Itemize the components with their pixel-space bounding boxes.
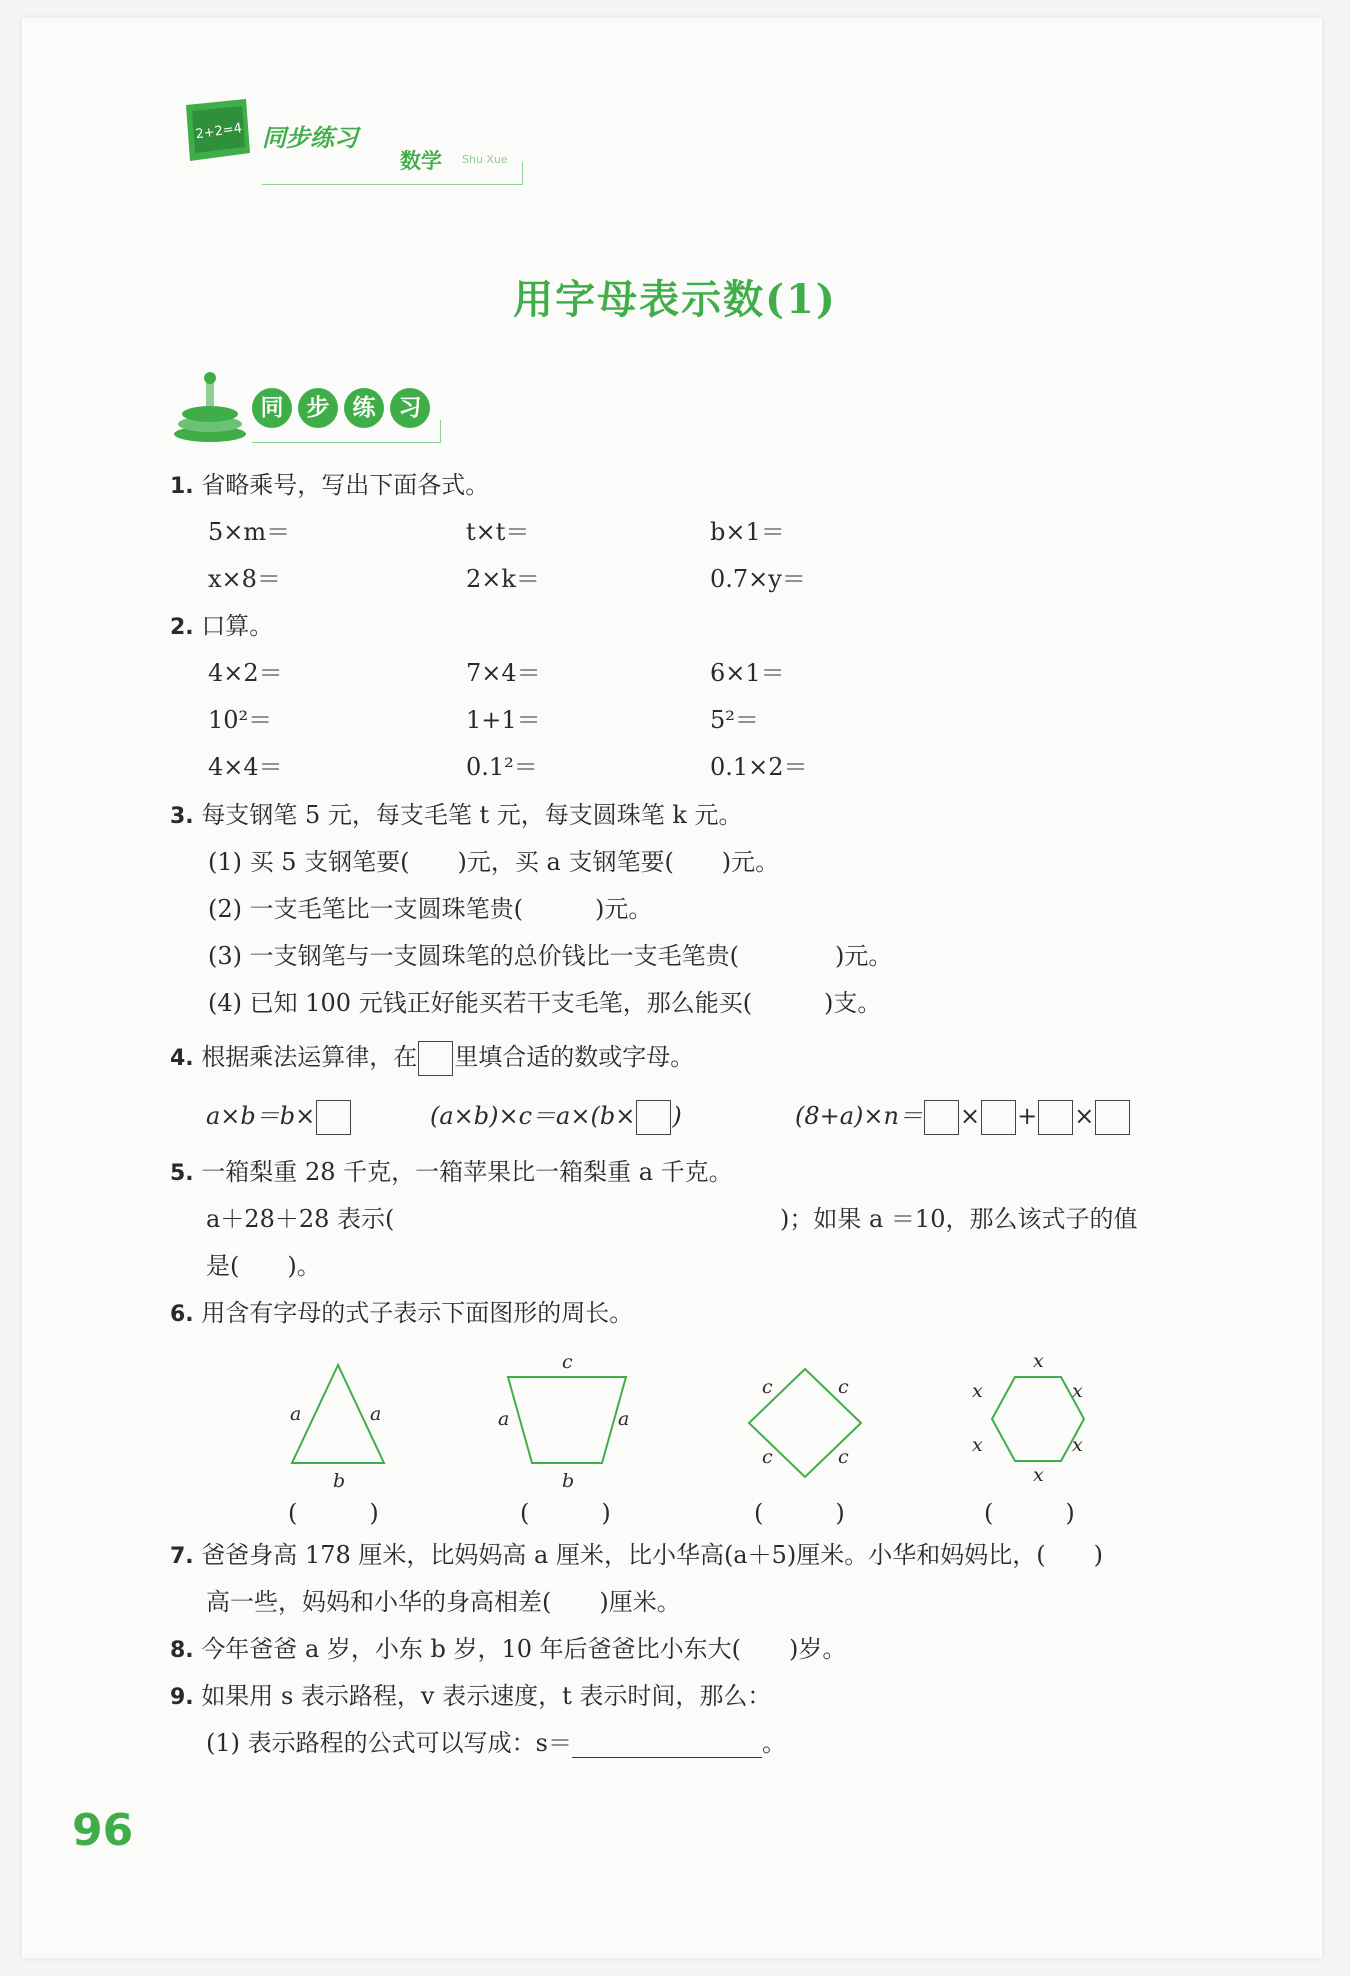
side-label: a (618, 1408, 630, 1430)
q3-sub: (4) 已知 100 元钱正好能买若干支毛笔，那么能买( )支。 (208, 989, 882, 1017)
side-label: x (972, 1380, 983, 1402)
side-label: c (838, 1446, 849, 1468)
brand-title: 同步练习 (262, 124, 358, 152)
question-number: 7. (170, 1544, 194, 1569)
q9-sub-text: (1) 表示路程的公式可以写成：s＝ (206, 1729, 572, 1757)
rhombus-figure (730, 1345, 880, 1495)
side-label: b (333, 1470, 346, 1492)
hexagon-figure (960, 1345, 1110, 1495)
question-2 (170, 611, 273, 643)
operator: + (1017, 1102, 1038, 1130)
section-char: 习 (390, 388, 430, 428)
operator: × (1074, 1102, 1095, 1130)
q4-expression-2 (430, 1100, 682, 1135)
q1-item: b×1＝ (710, 518, 785, 546)
side-label: c (762, 1376, 773, 1398)
question-prompt: 今年爸爸 a 岁，小东 b 岁，10 年后爸爸比小东大( )岁。 (201, 1635, 847, 1663)
figure-answer: ( ) (754, 1499, 845, 1527)
section-char: 练 (344, 388, 384, 428)
section-char: 步 (298, 388, 338, 428)
side-label: x (1072, 1434, 1083, 1456)
q4-expression-1 (206, 1100, 352, 1135)
q2-item: 0.1²＝ (466, 753, 538, 781)
question-9 (170, 1681, 771, 1713)
q9-sub (206, 1728, 786, 1758)
q3-sub: (3) 一支钢笔与一支圆珠笔的总价钱比一支毛笔贵( )元。 (208, 942, 893, 970)
question-5 (170, 1157, 733, 1189)
figure-answer: ( ) (288, 1499, 379, 1527)
figure-answer: ( ) (984, 1499, 1075, 1527)
question-number: 6. (170, 1302, 194, 1327)
q2-item: 4×2＝ (208, 659, 283, 687)
question-prompt: 口算。 (201, 612, 274, 640)
question-prompt: 根据乘法运算律，在 (201, 1043, 418, 1071)
side-label: x (1072, 1380, 1083, 1402)
q4-expression-3 (795, 1100, 1131, 1135)
q9-sub-text: 。 (761, 1729, 786, 1757)
section-rule (252, 420, 441, 443)
question-3 (170, 800, 743, 832)
q1-item: 0.7×y＝ (710, 565, 806, 593)
side-label: x (1033, 1464, 1044, 1486)
expression-text: (a×b)×c＝a×(b× (430, 1102, 636, 1130)
q5-line: 是( )。 (206, 1252, 321, 1280)
q1-item: t×t＝ (466, 518, 530, 546)
side-label: b (562, 1470, 575, 1492)
q2-item: 5²＝ (710, 706, 759, 734)
question-prompt: 省略乘号，写出下面各式。 (201, 471, 490, 499)
chalkboard-icon (180, 95, 260, 175)
answer-box[interactable] (636, 1100, 671, 1135)
books-icon (170, 368, 250, 448)
question-prompt: 每支钢笔 5 元，每支毛笔 t 元，每支圆珠笔 k 元。 (201, 801, 743, 829)
question-number: 3. (170, 804, 194, 829)
question-7 (170, 1540, 1103, 1572)
question-prompt: 一箱梨重 28 千克，一箱苹果比一箱梨重 a 千克。 (201, 1158, 733, 1186)
question-number: 2. (170, 615, 194, 640)
q1-item: 2×k＝ (466, 565, 540, 593)
q5-line: a＋28＋28 表示( (206, 1205, 395, 1233)
triangle-figure (270, 1345, 410, 1495)
question-1 (170, 470, 489, 502)
subject-pinyin: Shu Xue (462, 153, 508, 166)
q3-sub: (1) 买 5 支钢笔要( )元，买 a 支钢笔要( )元。 (208, 848, 780, 876)
side-label: a (498, 1408, 510, 1430)
answer-box (418, 1041, 453, 1076)
side-label: a (370, 1403, 382, 1425)
question-prompt: 如果用 s 表示路程，v 表示速度，t 表示时间，那么： (201, 1682, 772, 1710)
q3-sub: (2) 一支毛笔比一支圆珠笔贵( )元。 (208, 895, 653, 923)
side-label: c (838, 1376, 849, 1398)
answer-box[interactable] (1038, 1100, 1073, 1135)
expression-text: a×b＝b× (206, 1102, 316, 1130)
q2-item: 1+1＝ (466, 706, 541, 734)
q7-line: 高一些，妈妈和小华的身高相差( )厘米。 (206, 1588, 681, 1616)
expression-text: (8+a)×n＝ (795, 1102, 923, 1130)
answer-blank[interactable] (572, 1731, 762, 1758)
q2-item: 10²＝ (208, 706, 273, 734)
question-number: 9. (170, 1685, 194, 1710)
side-label: x (972, 1434, 983, 1456)
side-label: a (290, 1403, 302, 1425)
trapezoid-figure (480, 1345, 640, 1495)
question-8 (170, 1634, 846, 1666)
question-number: 8. (170, 1638, 194, 1663)
answer-box[interactable] (924, 1100, 959, 1135)
page-number: 96 (72, 1805, 134, 1856)
badge-text: 2+2=4 (194, 120, 243, 143)
operator: × (959, 1102, 981, 1130)
question-number: 4. (170, 1046, 194, 1071)
q1-item: x×8＝ (208, 565, 281, 593)
question-prompt: 爸爸身高 178 厘米，比妈妈高 a 厘米，比小华高(a＋5)厘米。小华和妈妈比，( ) (201, 1541, 1103, 1569)
question-number: 5. (170, 1161, 194, 1186)
expression-text: ) (672, 1102, 682, 1130)
question-4 (170, 1041, 694, 1076)
q2-item: 6×1＝ (710, 659, 785, 687)
answer-box[interactable] (1095, 1100, 1130, 1135)
q2-item: 0.1×2＝ (710, 753, 808, 781)
question-number: 1. (170, 474, 194, 499)
question-prompt: 里填合适的数或字母。 (454, 1043, 695, 1071)
q2-item: 4×4＝ (208, 753, 283, 781)
q2-item: 7×4＝ (466, 659, 541, 687)
side-label: c (562, 1351, 573, 1373)
question-prompt: 用含有字母的式子表示下面图形的周长。 (201, 1299, 634, 1327)
q5-line: )；如果 a ＝10，那么该式子的值 (780, 1205, 1138, 1233)
figure-answer: ( ) (520, 1499, 611, 1527)
answer-box[interactable] (981, 1100, 1016, 1135)
subject-label: 数学 (400, 149, 442, 173)
side-label: x (1033, 1350, 1044, 1372)
side-label: c (762, 1446, 773, 1468)
page-title: 用字母表示数(1) (513, 276, 837, 323)
q1-item: 5×m＝ (208, 518, 291, 546)
section-char: 同 (252, 388, 292, 428)
question-6 (170, 1298, 633, 1330)
answer-box[interactable] (316, 1100, 351, 1135)
